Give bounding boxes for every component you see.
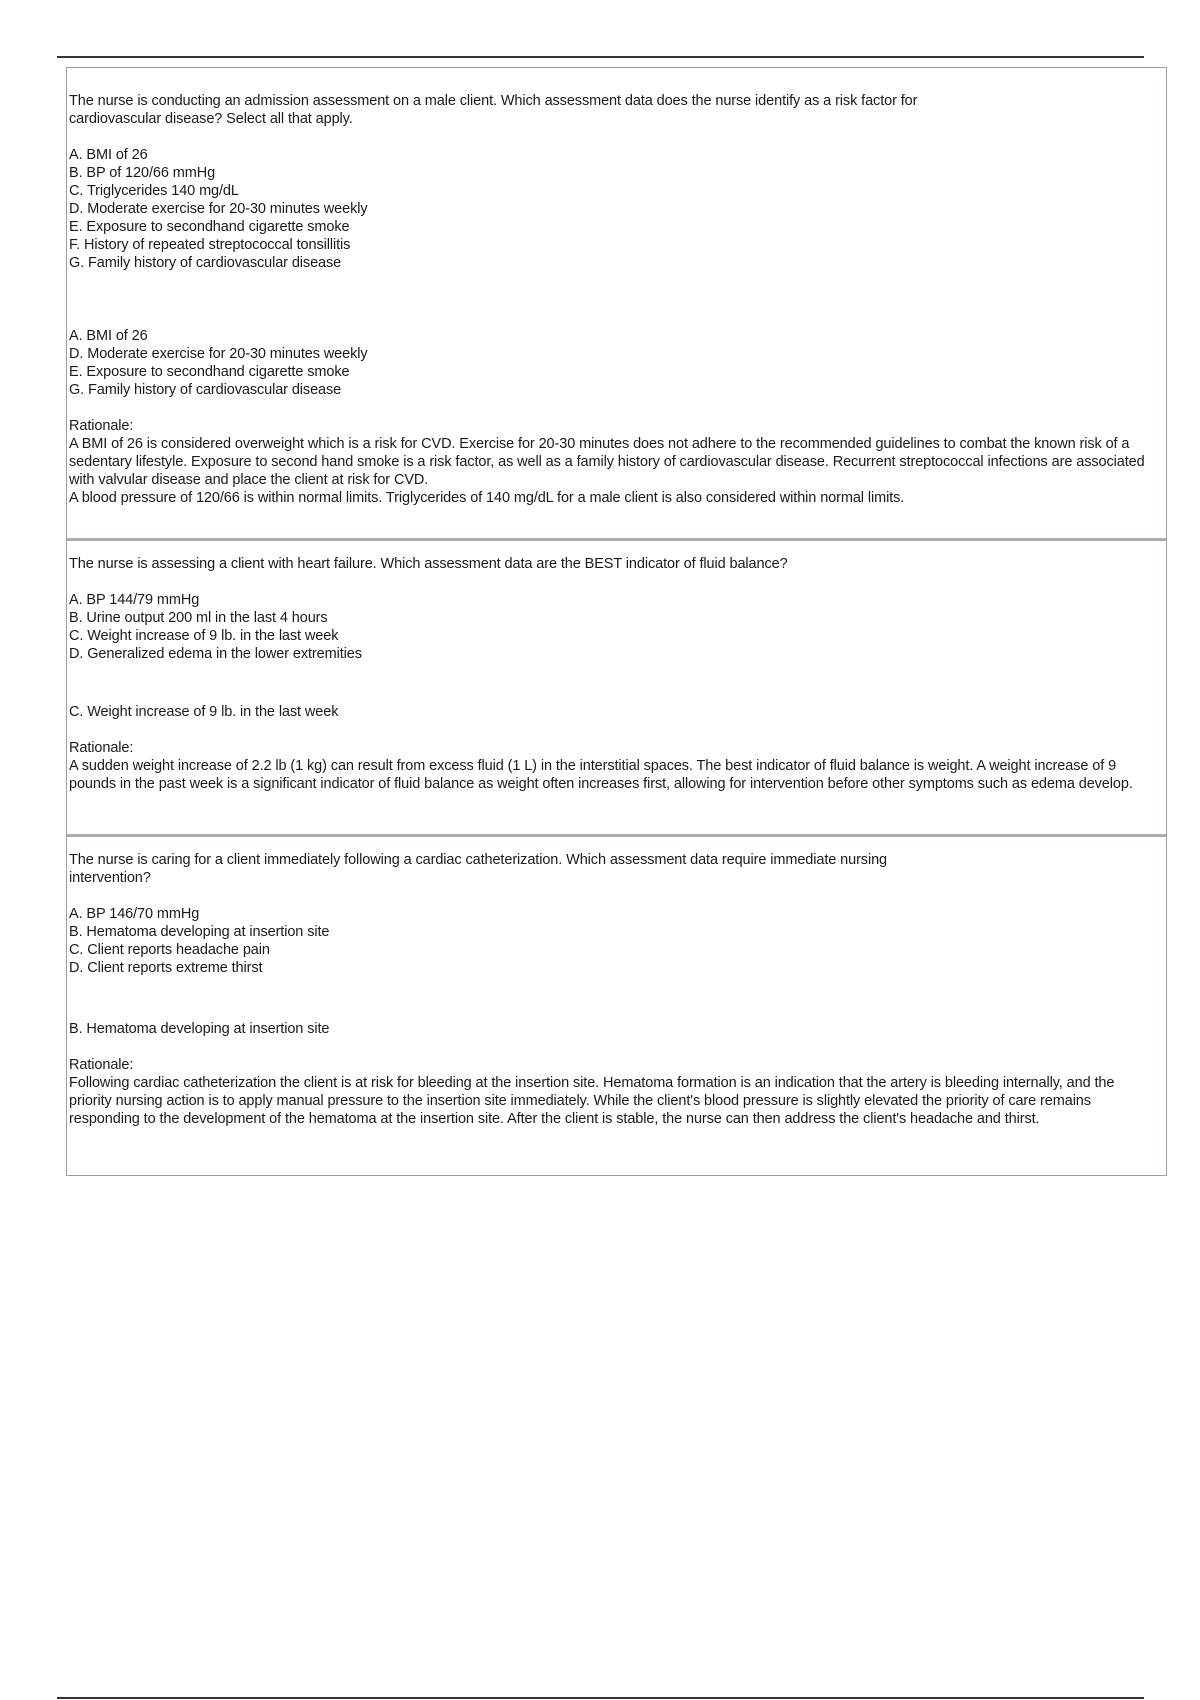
answer-item: E. Exposure to secondhand cigarette smoke bbox=[69, 364, 350, 380]
option-item: E. Exposure to secondhand cigarette smoke bbox=[69, 219, 350, 235]
question-block bbox=[67, 837, 1166, 1175]
answer-item: C. Weight increase of 9 lb. in the last week bbox=[69, 704, 339, 720]
option-list bbox=[69, 905, 1154, 977]
answer-list bbox=[69, 703, 1154, 721]
question-stem: The nurse is conducting an admission assessment on a male client. Which assessment data does the nurse identify as a risk factor for cardiovascular disease? Select all that apply. bbox=[69, 93, 918, 127]
rationale-text: A blood pressure of 120/66 is within normal limits. Triglycerides of 140 mg/dL for a male client is also considered within normal limits. bbox=[69, 490, 905, 506]
answer-item: D. Moderate exercise for 20-30 minutes weekly bbox=[69, 346, 368, 362]
rationale-text: A sudden weight increase of 2.2 lb (1 kg) can result from excess fluid (1 L) in the interstitial spaces. The best indicator of fluid balance is weight. A weight increase of 9 pounds in the past week is a significant indicator of fluid balance as weight often increases first, allowing for intervention before other symptoms such as edema develop. bbox=[69, 758, 1133, 792]
option-item: A. BP 146/70 mmHg bbox=[69, 906, 200, 922]
question-block bbox=[67, 541, 1166, 837]
option-item: B. Urine output 200 ml in the last 4 hours bbox=[69, 610, 328, 626]
option-item: D. Moderate exercise for 20-30 minutes weekly bbox=[69, 201, 368, 217]
answer-list bbox=[69, 1020, 1154, 1038]
option-item: A. BP 144/79 mmHg bbox=[69, 592, 200, 608]
answer-item: G. Family history of cardiovascular disease bbox=[69, 382, 342, 398]
option-item: C. Weight increase of 9 lb. in the last week bbox=[69, 628, 339, 644]
option-item: A. BMI of 26 bbox=[69, 147, 148, 163]
question-stem: The nurse is caring for a client immediately following a cardiac catheterization. Which assessment data require immediate nursing intervention? bbox=[69, 852, 888, 886]
rationale-text: Following cardiac catheterization the client is at risk for bleeding at the insertion site. Hematoma formation is an indication that the artery is bleeding internally, and the priority nursing action is to apply manual pressure to the insertion site immediately. While the client's blood pressure is slightly elevated the priority of care remains responding to the development of the hematoma at the insertion site. After the client is stable, the nurse can then address the client's headache and thirst. bbox=[69, 1075, 1115, 1127]
rationale-label: Rationale: bbox=[69, 1057, 134, 1073]
question-block bbox=[67, 68, 1166, 541]
option-item: B. BP of 120/66 mmHg bbox=[69, 165, 216, 181]
option-item: G. Family history of cardiovascular disease bbox=[69, 255, 342, 271]
rationale-label: Rationale: bbox=[69, 740, 134, 756]
option-item: B. Hematoma developing at insertion site bbox=[69, 924, 330, 940]
option-item: D. Generalized edema in the lower extremities bbox=[69, 646, 362, 662]
option-list bbox=[69, 591, 1154, 663]
option-item: F. History of repeated streptococcal tonsillitis bbox=[69, 237, 351, 253]
option-item: C. Triglycerides 140 mg/dL bbox=[69, 183, 239, 199]
footer-rule bbox=[57, 1697, 1144, 1699]
option-list bbox=[69, 146, 1154, 272]
option-item: C. Client reports headache pain bbox=[69, 942, 270, 958]
question-stem: The nurse is assessing a client with heart failure. Which assessment data are the BEST indicator of fluid balance? bbox=[69, 556, 788, 572]
answer-item: A. BMI of 26 bbox=[69, 328, 148, 344]
answer-list bbox=[69, 327, 1154, 399]
rationale-label: Rationale: bbox=[69, 418, 134, 434]
rationale-text: A BMI of 26 is considered overweight which is a risk for CVD. Exercise for 20-30 minutes does not adhere to the recommended guidelines to combat the known risk of a sedentary lifestyle. Exposure to second hand smoke is a risk factor, as well as a family history of cardiovascular disease. Recurrent streptococcal infections are associated with valvular disease and place the client at risk for CVD. bbox=[69, 436, 1145, 488]
option-item: D. Client reports extreme thirst bbox=[69, 960, 263, 976]
answer-item: B. Hematoma developing at insertion site bbox=[69, 1021, 330, 1037]
header-rule bbox=[57, 56, 1144, 58]
question-table bbox=[66, 67, 1167, 1176]
